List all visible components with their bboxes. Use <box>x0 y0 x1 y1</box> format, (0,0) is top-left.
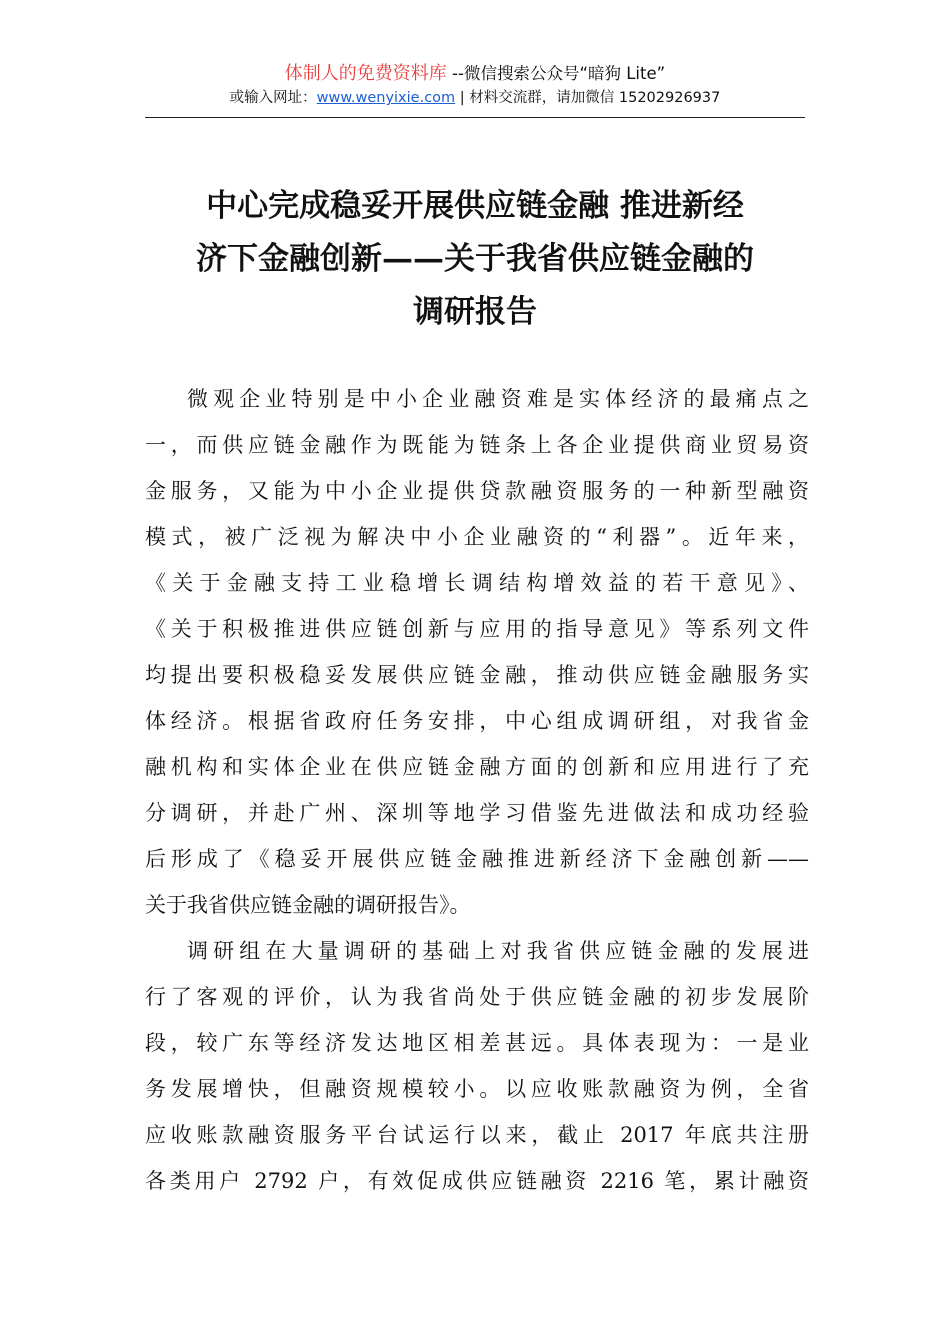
body-line: 应收账款融资服务平台试运行以来，截止 2017 年底共注册 <box>145 1123 809 1147</box>
body-line: 体经济。根据省政府任务安排，中心组成调研组，对我省金 <box>145 709 809 733</box>
header-brand: 体制人的免费资料库 <box>284 63 447 84</box>
body-line: 一，而供应链金融作为既能为链条上各企业提供商业贸易资 <box>145 433 809 457</box>
header-divider <box>145 117 805 118</box>
body-line: 分调研，并赴广州、深圳等地学习借鉴先进做法和成功经验 <box>145 801 809 825</box>
body-line: 融机构和实体企业在供应链金融方面的创新和应用进行了充 <box>145 755 809 779</box>
body-line: 《关于金融支持工业稳增长调结构增效益的若干意见》、 <box>145 571 809 595</box>
body-line: 微观企业特别是中小企业融资难是实体经济的最痛点之 <box>187 387 809 411</box>
body-line: 模式，被广泛视为解决中小企业融资的“利器”。近年来， <box>145 525 809 549</box>
title-line: 中心完成稳妥开展供应链金融 推进新经 <box>206 188 744 224</box>
title-line: 调研报告 <box>413 294 537 330</box>
body-line: 各类用户 2792 户，有效促成供应链融资 2216 笔，累计融资 <box>145 1169 809 1193</box>
title-line: 济下金融创新——关于我省供应链金融的 <box>196 241 754 277</box>
header-site-prefix: 或输入网址： <box>229 90 317 106</box>
body-line: 后形成了《稳妥开展供应链金融推进新经济下金融创新—— <box>145 847 809 871</box>
body-line: 金服务，又能为中小企业提供贷款融资服务的一种新型融资 <box>145 479 809 503</box>
body-line: 关于我省供应链金融的调研报告》。 <box>145 893 471 917</box>
header-site-suffix: | 材料交流群，请加微信 15202926937 <box>455 90 721 106</box>
body-line: 均提出要积极稳妥发展供应链金融，推动供应链金融服务实 <box>145 663 809 687</box>
document-header <box>145 62 805 110</box>
header-promo-line <box>145 62 805 86</box>
body-line: 《关于积极推进供应链创新与应用的指导意见》等系列文件 <box>145 617 809 641</box>
body-line: 行了客观的评价，认为我省尚处于供应链金融的初步发展阶 <box>145 985 809 1009</box>
header-site-line <box>145 86 805 110</box>
document-title <box>145 180 805 339</box>
header-brand-suffix: --微信搜索公众号“暗狗 Lite” <box>446 64 666 83</box>
document-body <box>145 376 809 1204</box>
body-line: 务发展增快，但融资规模较小。以应收账款融资为例，全省 <box>145 1077 809 1101</box>
body-line: 段，较广东等经济发达地区相差甚远。具体表现为：一是业 <box>145 1031 809 1055</box>
body-line: 调研组在大量调研的基础上对我省供应链金融的发展进 <box>187 939 809 963</box>
header-site-link[interactable]: www.wenyixie.com <box>316 90 456 106</box>
